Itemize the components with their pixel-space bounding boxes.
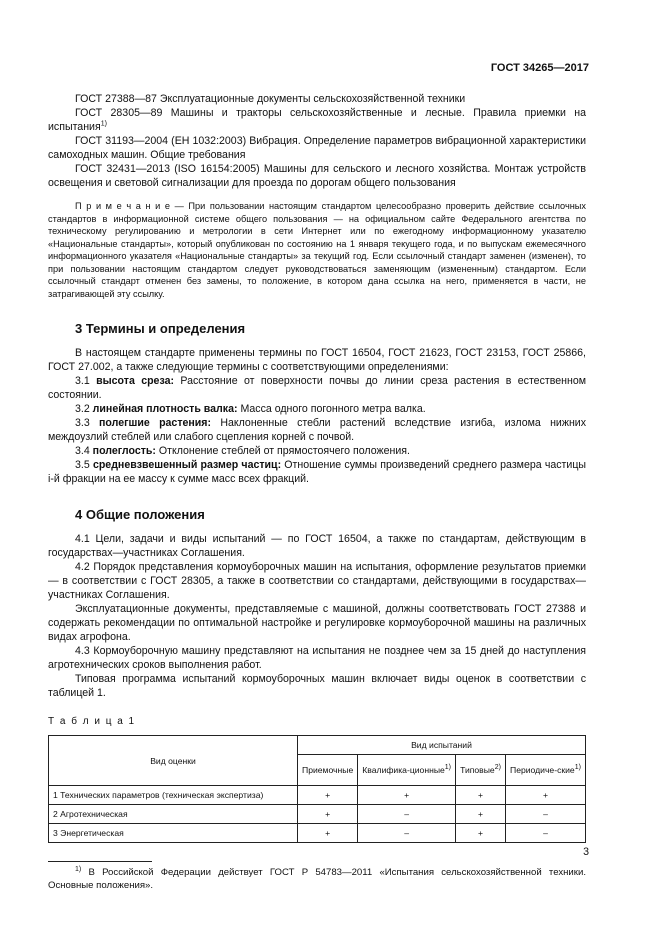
footnote-ref: 1) — [100, 120, 107, 128]
body-paragraph: Типовая программа испытаний кормоуборочных машин включает виды оценок в соответствии с таблицей 1. — [48, 673, 586, 699]
table-row — [49, 824, 586, 843]
term-definition: 3.5 средневзвешенный размер частиц: Отношение суммы произведений среднего размера частицы i-й фракции на ее массу к сумме масс всех фракций. — [48, 459, 587, 485]
reference-item: ГОСТ 28305—89 Машины и тракторы сельскохозяйственные и лесные. Правила приемки на испытания$^{1)}$ — [48, 107, 586, 133]
row-label: 3 Энергетическая — [49, 824, 298, 843]
term: линейная плотность валка: — [92, 403, 238, 415]
table-cell: + — [358, 786, 456, 805]
body-paragraph: Эксплуатационные документы, представляемые с машиной, должны соответствовать ГОСТ 27388 и содержать рекомендации по оптимальной настройке и регулировке кормоуборочной машины на различных видах агрофона. — [48, 603, 586, 643]
column-header: Типовые$^{2)}$ — [456, 755, 506, 786]
reference-item: ГОСТ 32431—2013 (ISO 16154:2005) Машины для сельского и лесного хозяйства. Монтаж устройств освещения и световой сигнализации для проезда по дорогам общего пользования — [48, 163, 586, 189]
term-definition: 3.3 полегшие растения: Наклоненные стебли растений вследствие изгиба, излома нижних междоузлий стеблей или слабого сцепления корней с почвой. — [48, 417, 587, 443]
table-cell: – — [505, 824, 585, 843]
table-cell: + — [456, 805, 506, 824]
note-paragraph: П р и м е ч а н и е — При пользовании настоящим стандартом целесообразно проверить действие ссылочных стандартов в информационной системе общего пользования — на официальном сайте Федерального агентства по техническому регулированию и метрологии в сети Интернет или по ежегодному информационному указателю «Национальные стандарты», который опубликован по состоянию на 1 января текущего года, и по выпускам ежемесячного информационного указателя «Национальные стандарты» за текущий год. Если ссылочный стандарт заменен (изменен), то при пользовании настоящим стандартом следует руководствоваться заменяющим (измененным) стандартом. Если ссылочный стандарт отменен без замены, то положение, в котором дана ссылка на него, применяется в части, не затрагивающей эту ссылку. — [48, 201, 586, 299]
column-group-header: Вид испытаний — [298, 736, 586, 755]
term-definition: 3.1 высота среза: Расстояние от поверхности почвы до линии среза растения в естественном состоянии. — [48, 375, 586, 401]
table-caption: Т а б л и ц а 1 — [48, 716, 136, 727]
body-paragraph: 4.1 Цели, задачи и виды испытаний — по ГОСТ 16504, а также по стандартам, действующим в государствах—участниках Соглашения. — [48, 533, 586, 559]
table-cell: + — [298, 824, 358, 843]
column-header: Квалифика-ционные$^{1)}$ — [358, 755, 456, 786]
footnote: $^{1)}$ В Российской Федерации действует ГОСТ Р 54783—2011 «Испытания сельскохозяйственной техники. Основные положения». — [48, 865, 586, 891]
reference-item: ГОСТ 31193—2004 (ЕН 1032:2003) Вибрация. Определение параметров вибрационной характеристики самоходных машин. Общие требования — [48, 135, 586, 161]
table-row — [49, 786, 586, 805]
note-label: П р и м е ч а н и е — [75, 201, 171, 211]
table-cell: – — [505, 805, 585, 824]
table-cell: + — [298, 805, 358, 824]
footnote-divider — [48, 861, 152, 862]
column-header: Периодиче-ские$^{1)}$ — [505, 755, 585, 786]
term-definition: 3.4 полеглость: Отклонение стеблей от прямостоячего положения. — [75, 445, 410, 457]
section-heading: 3 Термины и определения — [75, 321, 246, 336]
row-label: 2 Агротехническая — [49, 805, 298, 824]
table-row — [49, 805, 586, 824]
table-cell: + — [505, 786, 585, 805]
page-number: 3 — [583, 846, 589, 858]
table-cell: + — [456, 786, 506, 805]
section-heading: 4 Общие положения — [75, 507, 205, 522]
body-paragraph: 4.3 Кормоуборочную машину представляют на испытания не позднее чем за 15 дней до наступления агротехнических сроков выполнения работ. — [48, 645, 586, 671]
row-label: 1 Технических параметров (техническая экспертиза) — [49, 786, 298, 805]
term-definition: 3.2 линейная плотность валка: Масса одного погонного метра валка. — [75, 403, 426, 415]
table-cell: – — [358, 824, 456, 843]
column-header-evaluation: Вид оценки — [49, 736, 298, 786]
table-cell: + — [456, 824, 506, 843]
column-header: Приемочные — [298, 755, 358, 786]
term: полегшие растения: — [99, 417, 212, 429]
section-intro: В настоящем стандарте применены термины по ГОСТ 16504, ГОСТ 21623, ГОСТ 23153, ГОСТ 25866, ГОСТ 27.002, а также следующие термины с соответствующими определениями: — [48, 347, 586, 373]
page-content — [48, 92, 586, 892]
reference-item: ГОСТ 27388—87 Эксплуатационные документы сельскохозяйственной техники — [75, 93, 466, 105]
body-paragraph: 4.2 Порядок представления кормоуборочных машин на испытания, оформление результатов приемки — в соответствии с ГОСТ 28305, а также в соответствии со стандартами, действующими в государствах—участниках Соглашения. — [48, 561, 586, 601]
term: высота среза: — [96, 375, 174, 387]
term: средневзвешенный размер частиц: — [92, 459, 282, 471]
table-cell: + — [298, 786, 358, 805]
document-code: ГОСТ 34265—2017 — [490, 62, 589, 74]
evaluation-table — [48, 735, 586, 843]
table-cell: – — [358, 805, 456, 824]
term: полеглость: — [92, 445, 156, 457]
